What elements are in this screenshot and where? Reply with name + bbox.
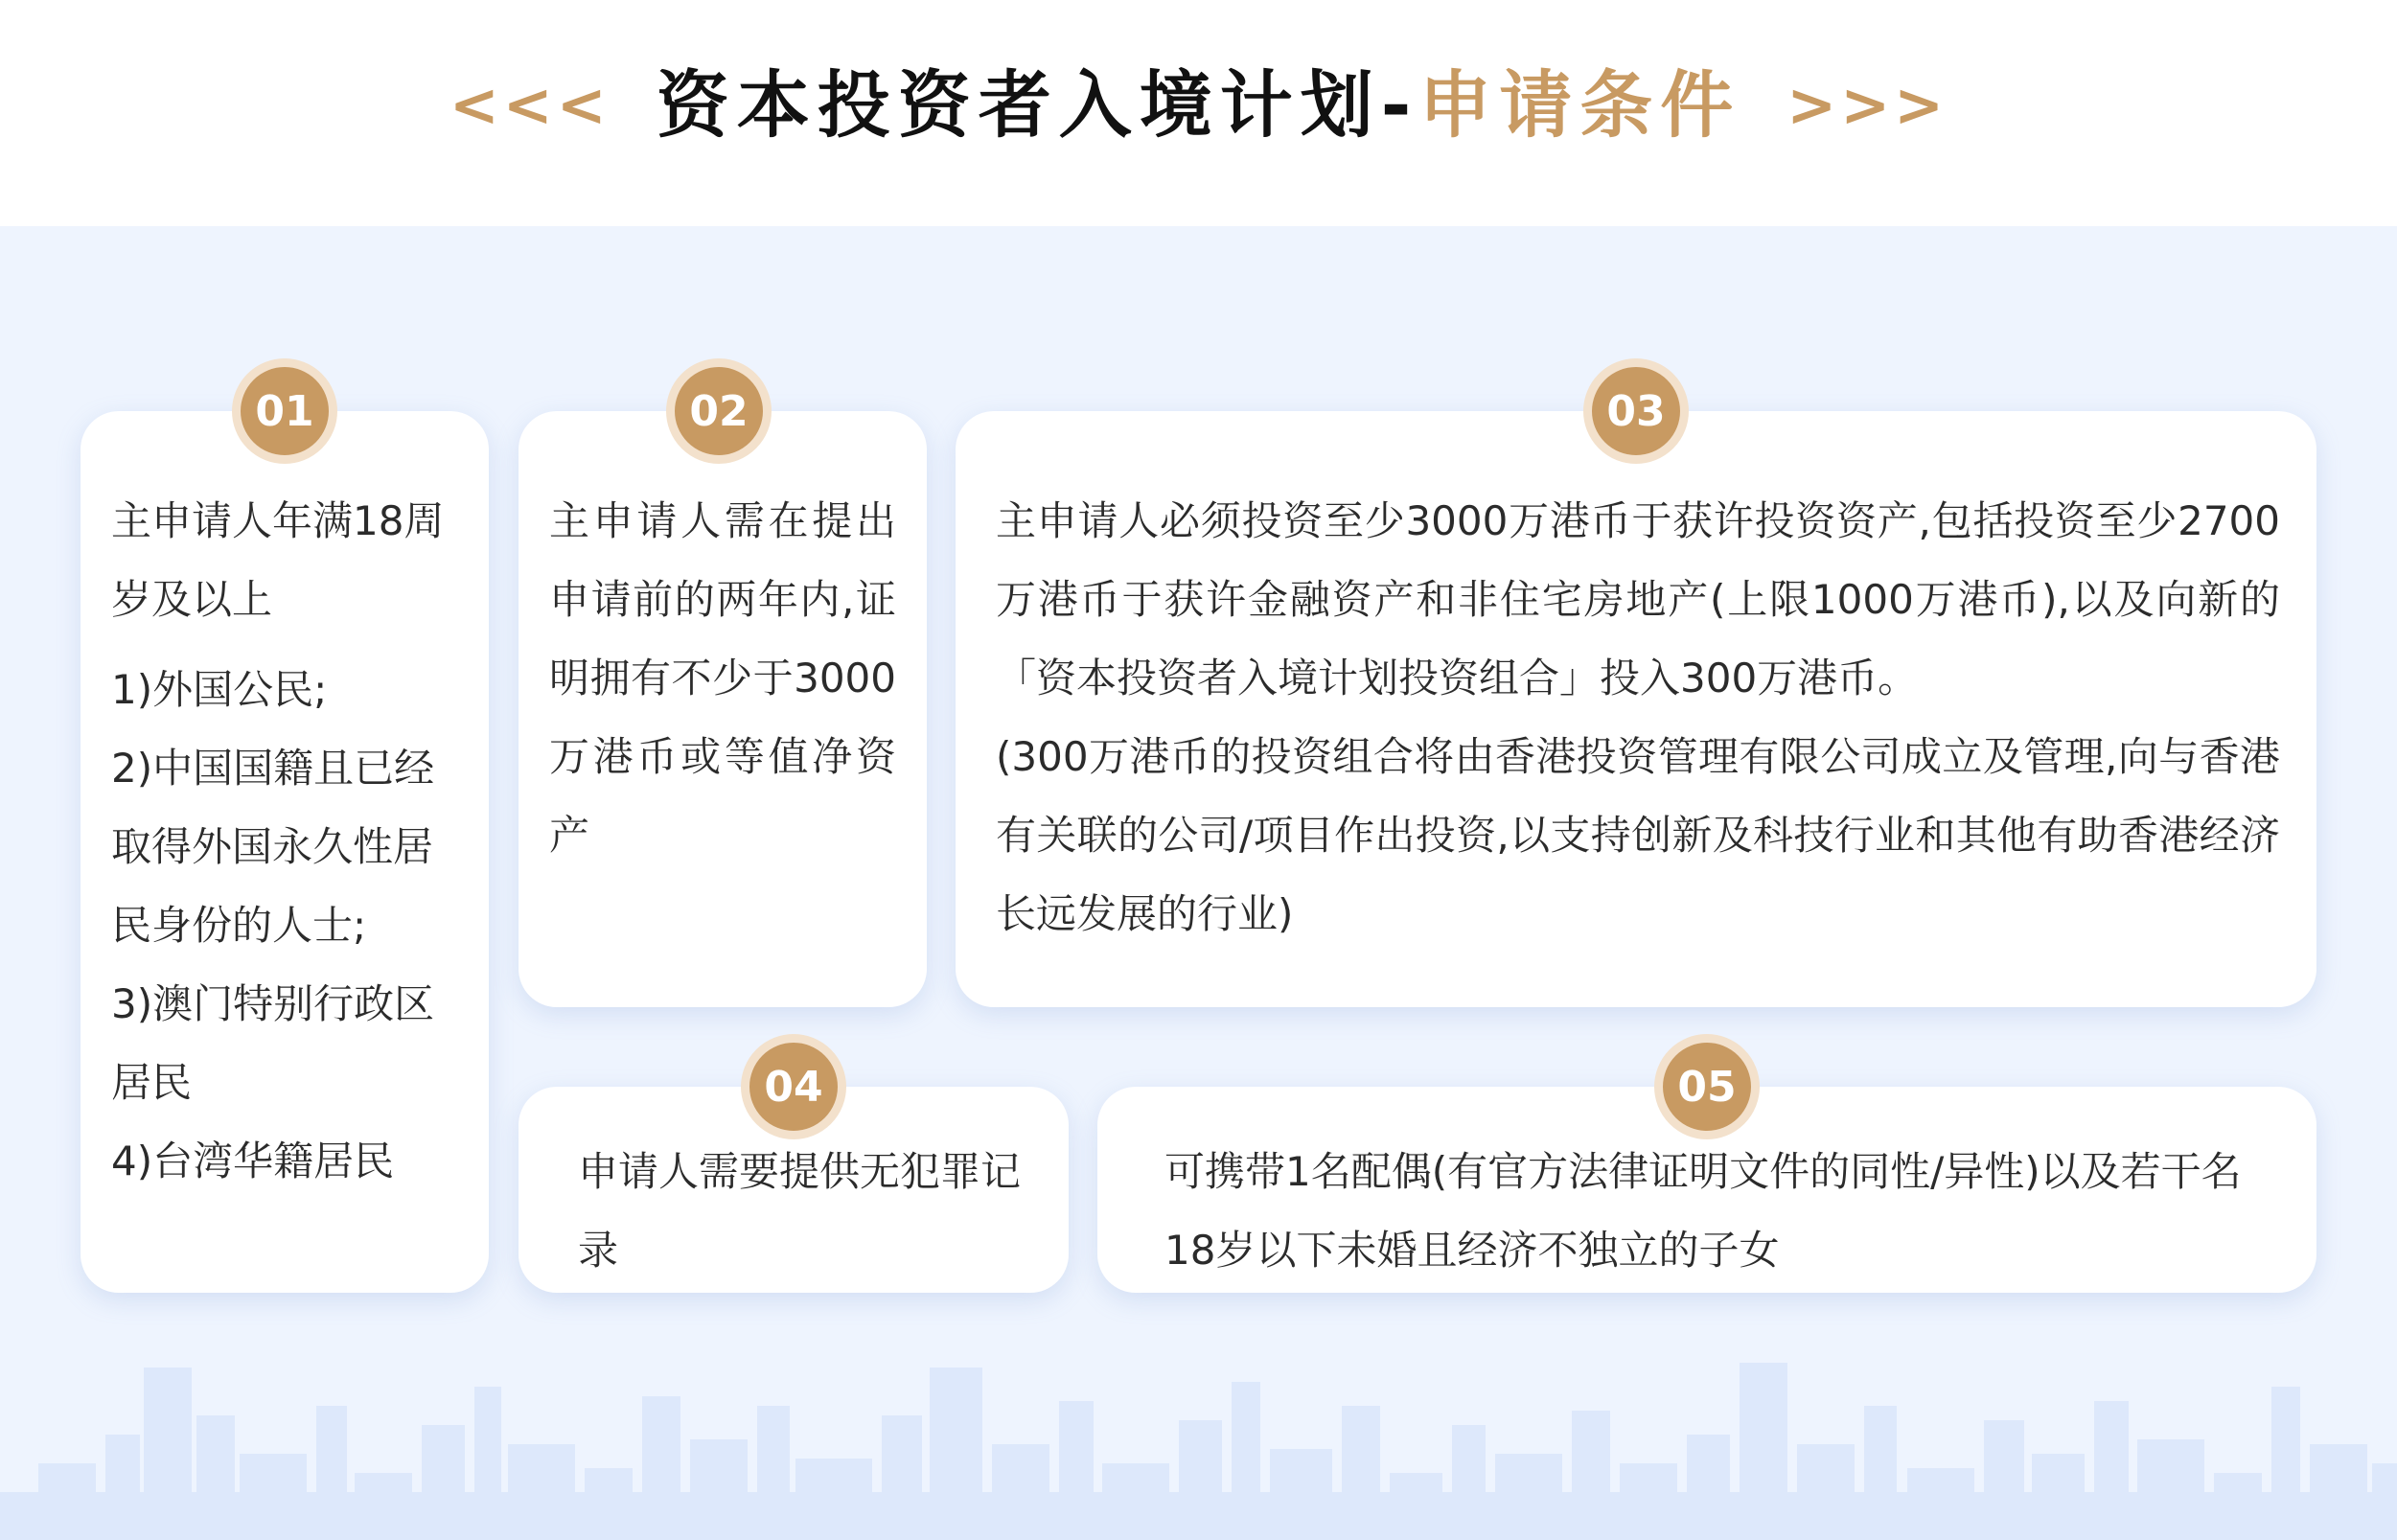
card-01-item-2: 2)中国国籍且已经取得外国永久性居民身份的人士; xyxy=(111,745,435,949)
header xyxy=(0,0,2397,226)
page-title xyxy=(656,62,1741,148)
card-03-note: (300万港币的投资组合将由香港投资管理有限公司成立及管理,向与香港有关联的公司/项目作出投资,以支持创新及科技行业和其他有助香港经济长远发展的行业) xyxy=(996,733,2280,937)
card-04-number-badge: 04 xyxy=(741,1034,846,1139)
card-05-text: 可携带1名配偶(有官方法律证明文件的同性/异性)以及若干名18岁以下未婚且经济不独立的子女 xyxy=(1164,1148,2242,1274)
card-01 xyxy=(81,386,489,1293)
card-04 xyxy=(519,1062,1069,1293)
card-04-text: 申请人需要提供无犯罪记录 xyxy=(578,1148,1022,1274)
card-02 xyxy=(519,386,927,1007)
card-02-text: 主申请人需在提出申请前的两年内,证明拥有不少于3000万港币或等值净资产 xyxy=(549,497,896,859)
header-row xyxy=(0,38,2397,172)
card-02-number-badge: 02 xyxy=(666,358,772,464)
card-01-item-1: 1)外国公民; xyxy=(111,666,328,713)
left-chevrons-icon: <<< xyxy=(449,70,611,140)
card-01-intro: 主申请人年满18周岁及以上 xyxy=(111,497,445,623)
card-03-text: 主申请人必须投资至少3000万港币于获许投资资产,包括投资至少2700万港币于获许金融资产和非住宅房地产(上限1000万港币),以及向新的「资本投资者入境计划投资组合」投入300万港币。 xyxy=(996,497,2280,701)
card-03 xyxy=(956,386,2316,1007)
page-title-main: 资本投资者入境计划- xyxy=(656,62,1419,148)
card-03-number-badge: 03 xyxy=(1583,358,1689,464)
card-05-number-badge: 05 xyxy=(1654,1034,1760,1139)
card-01-number-badge: 01 xyxy=(232,358,337,464)
card-05 xyxy=(1097,1062,2316,1293)
page-title-accent: 申请条件 xyxy=(1418,62,1741,148)
content-area xyxy=(0,226,2397,1540)
card-01-content xyxy=(111,482,456,1201)
card-03-content xyxy=(996,482,2280,954)
right-chevrons-icon: >>> xyxy=(1786,70,1948,140)
city-skyline-illustration xyxy=(0,1348,2397,1540)
card-01-item-4: 4)台湾华籍居民 xyxy=(111,1138,395,1184)
card-01-item-3: 3)澳门特别行政区居民 xyxy=(111,980,435,1106)
